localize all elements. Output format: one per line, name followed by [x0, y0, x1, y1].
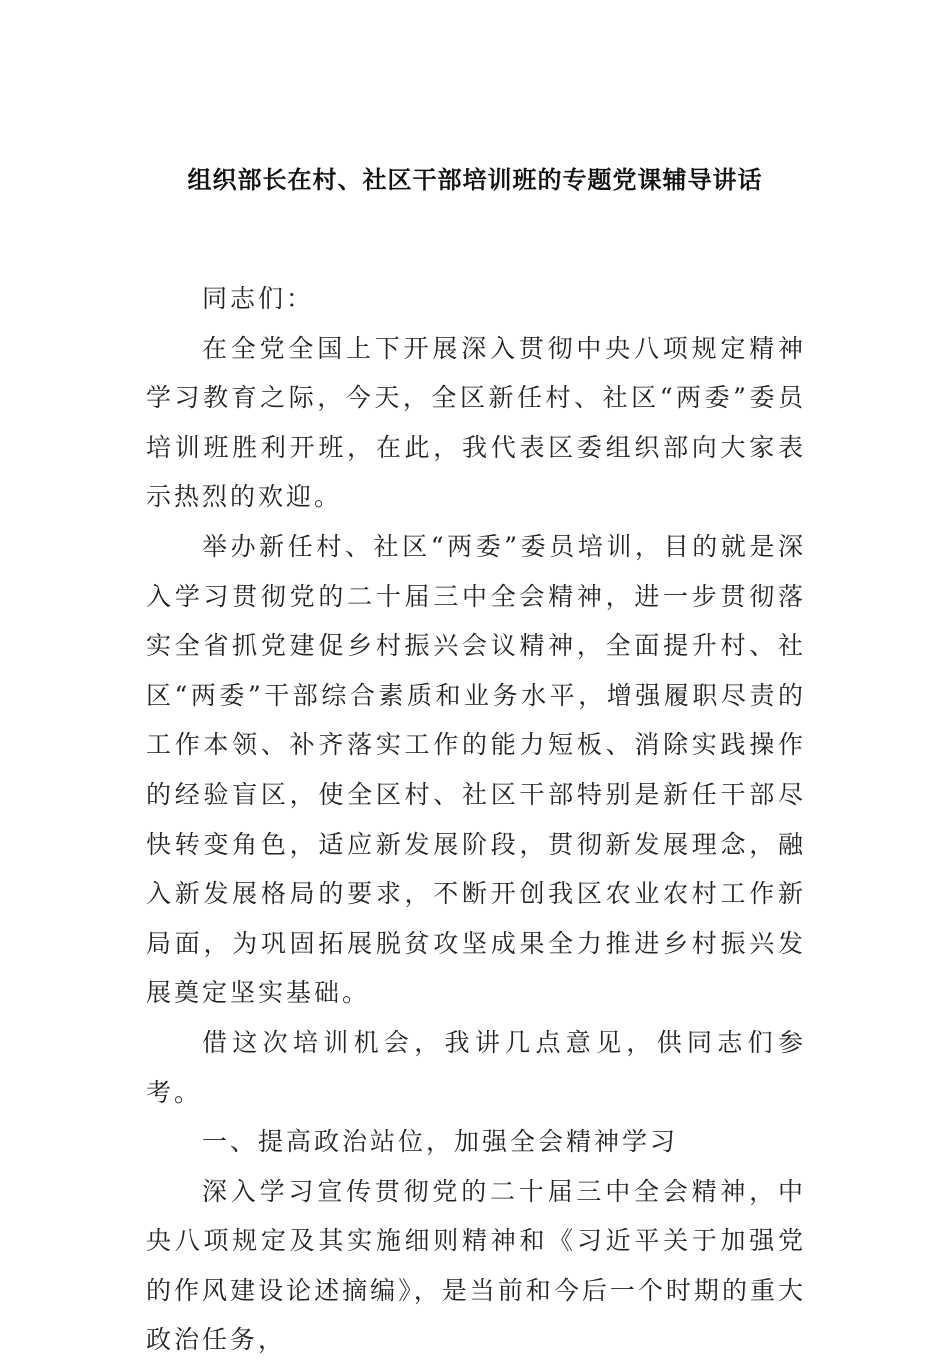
- paragraph-opening: 在全党全国上下开展深入贯彻中央八项规定精神学习教育之际，今天，全区新任村、社区“两委”委员培训班胜利开班，在此，我代表区委组织部向大家表示热烈的欢迎。: [146, 333, 806, 512]
- document-body: [146, 274, 806, 1365]
- paragraph-purpose: 举办新任村、社区“两委”委员培训，目的就是深入学习贯彻党的二十届三中全会精神，进一步贯彻落实全省抓党建促乡村振兴会议精神，全面提升村、社区“两委”干部综合素质和业务水平，增强履职尽责的工作本领、补齐落实工作的能力短板、消除实践操作的经验盲区，使全区村、社区干部特别是新任干部尽快转变角色，适应新发展阶段，贯彻新发展理念，融入新发展格局的要求，不断开创我区农业农村工作新局面，为巩固拓展脱贫攻坚成果全力推进乡村振兴发展奠定坚实基础。: [146, 531, 806, 1008]
- paragraph-intro-remarks: 借这次培训机会，我讲几点意见，供同志们参考。: [146, 1027, 806, 1107]
- paragraph-section-1: 深入学习宣传贯彻党的二十届三中全会精神，中央八项规定及其实施细则精神和《习近平关于加强党的作风建设论述摘编》，是当前和今后一个时期的重大政治任务，: [146, 1176, 806, 1355]
- document-title: 组织部长在村、社区干部培训班的专题党课辅导讲话: [187, 166, 763, 194]
- section-heading-1: 一、提高政治站位，加强全会精神学习: [202, 1127, 679, 1157]
- salutation: 同志们：: [202, 284, 315, 313]
